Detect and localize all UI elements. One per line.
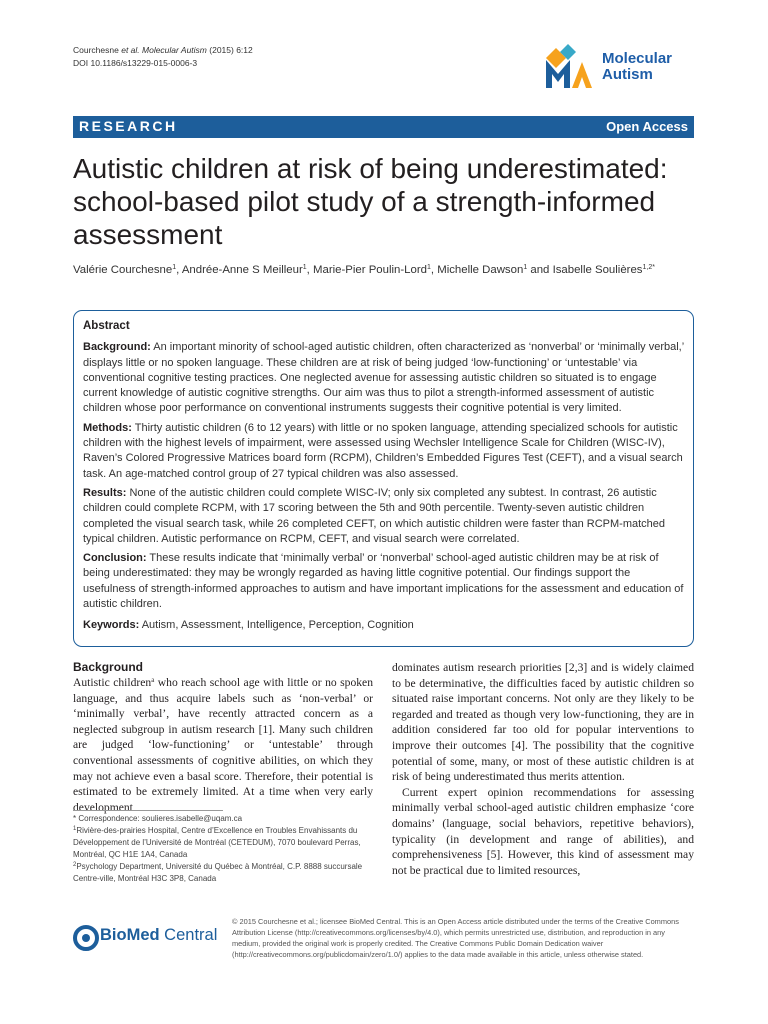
body-paragraph: dominates autism research priorities [2,3] and is widely claimed to be determinative, the difficulties faced by autistic children so situated raise important concerns. Not only are they likely to be regarded and treated as though very low-functioning, they are in addition considered far too old for popular interventions to improve their outcomes [4]. The possibility that the cognitive potential of some, many, or most of these autistic children is at risk of being underestimated thus merits attention.: [392, 661, 694, 784]
article-title: Autistic children at risk of being underestimated: school-based pilot study of a strength-informed assessment: [73, 153, 668, 250]
affiliation-2: $^2$Psychology Department, Université du Québec à Montréal, C.P. 8888 succursale Centre-ville, Montréal H3C 3P8, Canada: [73, 862, 363, 883]
body-paragraph: Current expert opinion recommendations for assessing minimally verbal school-aged autistic children emphasize ‘core domains’ (language, social behaviors, repetitive behaviors), typicality (in development and range of abilities), and comprehensiveness [5]. However, this kind of assessment may not be practical due to limited resources,: [392, 785, 694, 877]
biomed-central-emblem-icon: [73, 923, 99, 953]
abstract-conclusion: Conclusion: These results indicate that ‘minimally verbal’ or ‘nonverbal’ school-aged autistic children may be at risk of being underestimated: they may be wrongly regarded as having little cognitive potential. Our findings support the usefulness of strength-informed approaches to autism and have important implications for the assessment and education of autistic children.: [83, 552, 684, 611]
open-access-label: Open Access: [606, 119, 688, 134]
abstract-box: [73, 310, 694, 647]
affiliation-1: $^1$Rivière-des-prairies Hospital, Centre d’Excellence en Troubles Envahissants du Développement de l’Université de Montréal (CETEDUM), 7070 boulevard Perras, Montréal, QC H1E 1A4, Canada: [73, 826, 361, 859]
abstract-results: Results: None of the autistic children could complete WISC-IV; only six completed any subtest. In contrast, 26 autistic children could complete RCPM, with 17 scoring between the 5th and 90th percentile. Twenty-seven autistic children completed the visual search task, while 26 completed CEFT, on which autistic children were faster than RCPM-matched typical children. Autistic performance on RCPM, CEFT, and visual search were correlated.: [83, 486, 666, 545]
journal-name: Molecular Autism: [602, 50, 673, 83]
author[interactable]: Valérie Courchesne$^1$: [73, 264, 177, 276]
section-label: RESEARCH: [79, 118, 178, 134]
correspondence[interactable]: * Correspondence: soulieres.isabelle@uqam.ca: [73, 814, 243, 823]
body-column-right: [392, 660, 694, 878]
footnote-marker[interactable]: a: [151, 676, 155, 684]
body-column-left: [73, 660, 373, 815]
author[interactable]: Michelle Dawson$^1$: [437, 264, 528, 276]
citation-header: [73, 44, 253, 70]
abstract-heading: Abstract: [83, 320, 130, 332]
body-paragraph: Autistic children$^a$ who reach school age with little or no spoken language, and thus acquire labels such as ‘non-verbal’ or ‘minimally verbal’, have recently attracted concern as a neglected subgroup in autism research [1]. Many such children are judged ‘low-functioning’ or ‘untestable’ through conventional assessments of cognitive abilities, on which they may not achieve even a basal score. Therefore, their potential is estimated to be extremely limited. At a time when very early development: [73, 676, 373, 814]
journal-logo: [542, 44, 692, 92]
author[interactable]: Isabelle Soulières$^{1,2*}$: [552, 264, 655, 276]
article-type-banner: [73, 116, 694, 138]
doi[interactable]: DOI 10.1186/s13229-015-0006-3: [73, 58, 198, 68]
footnote-divider: [73, 810, 223, 811]
section-heading-background: Background: [73, 660, 144, 674]
abstract-methods: Methods: Thirty autistic children (6 to 12 years) with little or no spoken language, attending specialized schools for autistic children with the highest levels of impairment, were assessed using Wechsler Intelligence Scale for Children (WISC-IV), Raven’s Colored Progressive Matrices board form (RCPM), Children’s Embedded Figures Test (CEFT), and a visual search task. An age-matched control group of 27 typical children was also assessed.: [83, 421, 683, 480]
footnotes: [73, 813, 378, 885]
license-text: © 2015 Courchesne et al.; licensee BioMed Central. This is an Open Access article distributed under the terms of the Creative Commons Attribution License (http://creativecommons.org/licenses/by/4.0), which permits unrestricted use, distribution, and reproduction in any medium, provided the original work is properly credited. The Creative Commons Public Domain Dedication waiver (http://creativecommons.org/publicdomain/zero/1.0/) applies to the data made available in this article, unless otherwise stated.: [232, 917, 679, 959]
molecular-autism-logo-icon: [542, 44, 598, 92]
citation-line: Courchesne et al. Molecular Autism (2015) 6:12: [73, 45, 253, 55]
abstract-background: Background: An important minority of school-aged autistic children, often characterized as ‘nonverbal’ or ‘minimally verbal,’ displays little or no spoken language. These children are at risk of being judged ‘low-functioning’ or ‘untestable’ via conventional cognitive testing practices. One neglected avenue for assessing autistic children so situated is to engage current knowledge of autistic cognitive strengths. Our aim was thus to pilot a strength-informed assessment of autistic children whose poor performance on conventional instruments suggests their cognitive potential is very limited.: [83, 341, 684, 415]
author[interactable]: Andrée-Anne S Meilleur$^1$: [181, 264, 307, 276]
author-list: Valérie Courchesne$^1$, Andrée-Anne S Meilleur$^1$, Marie-Pier Poulin-Lord$^1$, Michelle Dawson$^1$ and Isabelle Soulières$^{1,2*}$: [73, 264, 655, 276]
abstract-keywords: Keywords: Autism, Assessment, Intelligence, Perception, Cognition: [83, 619, 414, 632]
biomed-central-logo: BioMed Central: [73, 920, 223, 956]
author[interactable]: Marie-Pier Poulin-Lord$^1$: [313, 264, 431, 276]
